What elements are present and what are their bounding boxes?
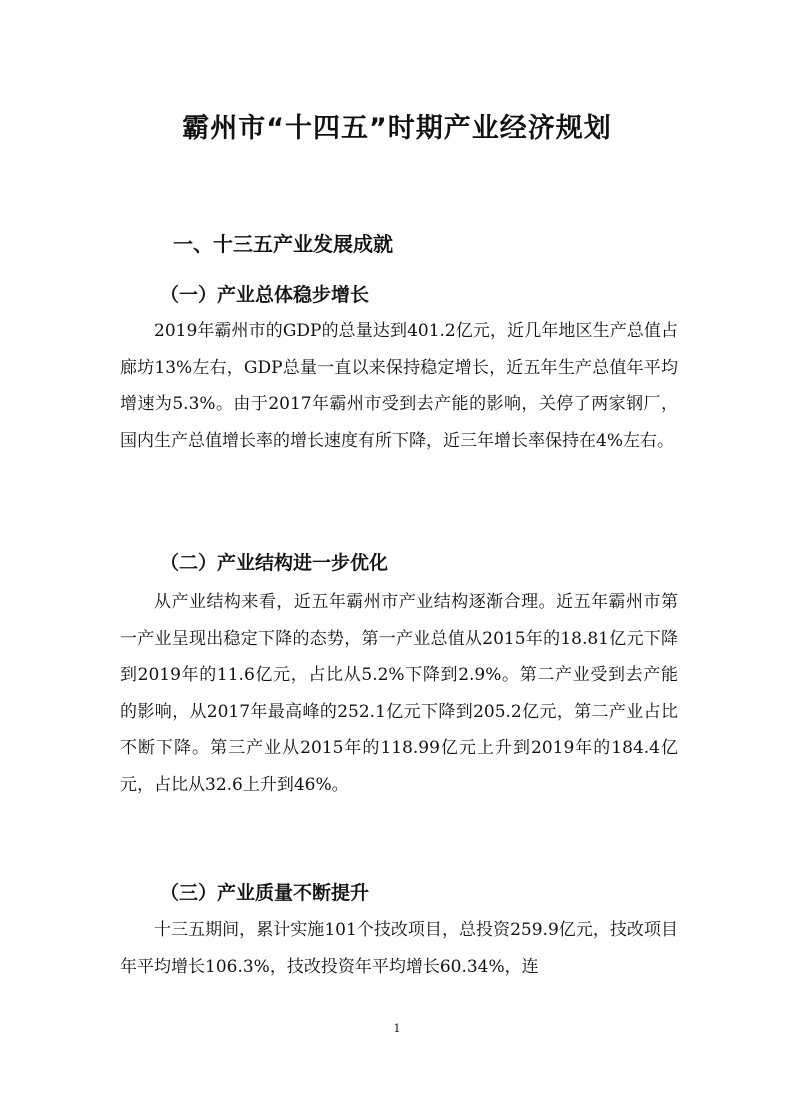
paragraph-steady-growth: 2019年霸州市的GDP的总量达到401.2亿元，近几年地区生产总值占廊坊13%左右，GDP总量一直以来保持稳定增长，近五年生产总值年平均增速为5.3%。由于2017年霸州市受到去产能的影响，关停了两家钢厂，国内生产总值增长率的增长速度有所下降，近三年增长率保持在4%左右。 xyxy=(120,321,678,451)
paragraph-structure-optimization: 从产业结构来看，近五年霸州市产业结构逐渐合理。近五年霸州市第一产业呈现出稳定下降的态势，第一产业总值从2015年的18.81亿元下降到2019年的11.6亿元，占比从5.2%下降到2.9%。第二产业受到去产能的影响，从2017年最高峰的252.1亿元下降到205.2亿元，第二产业占比不断下降。第三产业从2015年的118.99亿元上升到2019年的184.4亿元，占比从32.6上升到46%。 xyxy=(120,592,678,795)
subsection-heading-structure-optimization: （二）产业结构进一步优化 xyxy=(160,552,389,574)
subsection-heading-quality-improvement: （三）产业质量不断提升 xyxy=(160,882,370,904)
paragraph-quality-improvement: 十三五期间，累计实施101个技改项目，总投资259.9亿元，技改项目年平均增长106.3%，技改投资年平均增长60.34%，连 xyxy=(120,920,678,977)
section-heading-achievements: 一、十三五产业发展成就 xyxy=(173,232,393,256)
page-title: 霸州市“十四五”时期产业经济规划 xyxy=(182,113,612,144)
page-number: 1 xyxy=(393,1022,401,1035)
subsection-heading-steady-growth: （一）产业总体稳步增长 xyxy=(160,284,370,306)
